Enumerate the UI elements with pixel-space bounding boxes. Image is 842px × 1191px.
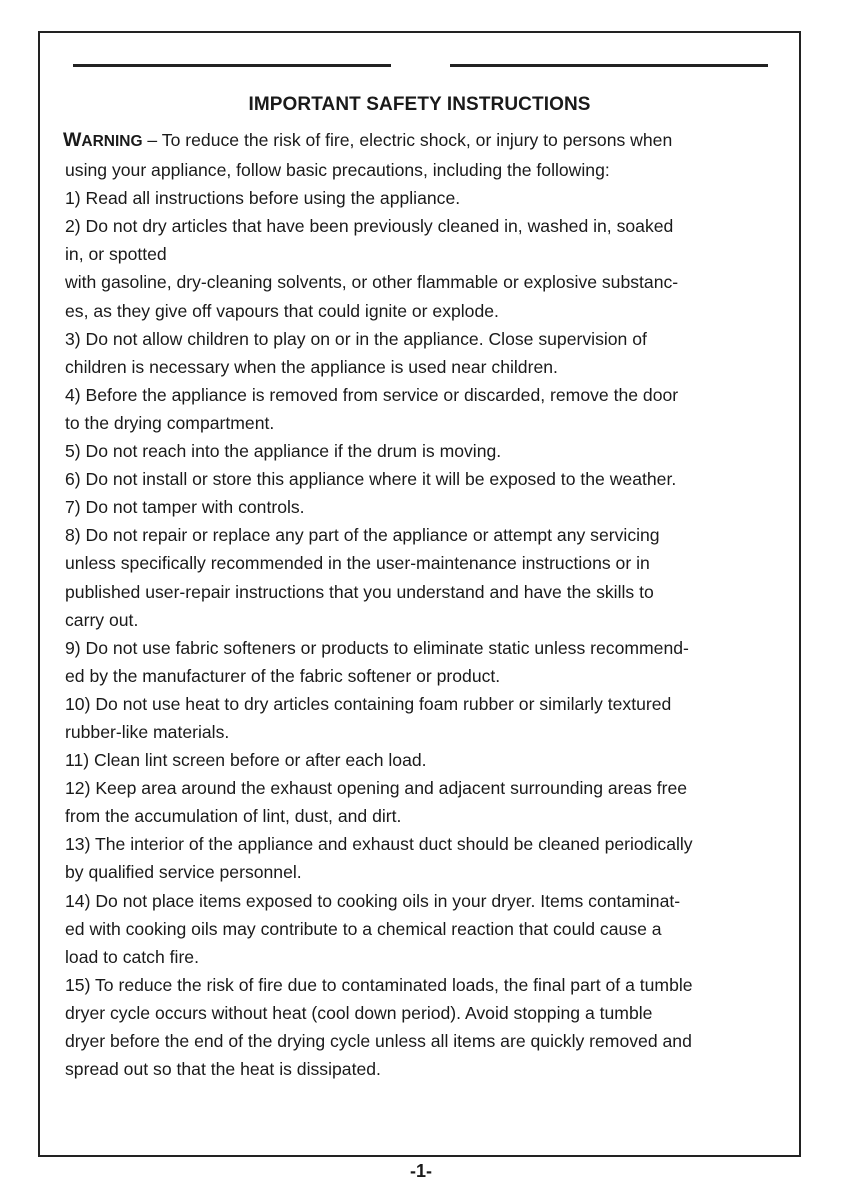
header-rule-right — [450, 64, 768, 67]
text-line: 1) Read all instructions before using the appliance. — [65, 188, 461, 209]
instructions-body — [65, 126, 790, 1083]
header-rule-left — [73, 64, 391, 67]
text-line: in, or spotted — [65, 244, 167, 265]
text-line: carry out. — [65, 609, 139, 630]
text-line: published user-repair instructions that you understand and have the skills to — [65, 581, 654, 602]
text-line: 2) Do not dry articles that have been previously cleaned in, washed in, soaked — [65, 216, 674, 237]
warning-label: WARNING — [63, 129, 143, 151]
text-line: from the accumulation of lint, dust, and dirt. — [65, 806, 402, 827]
text-line: 11) Clean lint screen before or after each load. — [65, 750, 427, 771]
text-line: 5) Do not reach into the appliance if the drum is moving. — [65, 441, 502, 462]
text-line: 13) The interior of the appliance and exhaust duct should be cleaned periodically — [65, 834, 693, 855]
text-line: ed with cooking oils may contribute to a chemical reaction that could cause a — [65, 918, 662, 939]
text-line: load to catch fire. — [65, 946, 199, 967]
text-line: 7) Do not tamper with controls. — [65, 497, 305, 518]
text-line: with gasoline, dry-cleaning solvents, or other flammable or explosive substanc- — [65, 272, 679, 293]
text-line: children is necessary when the appliance is used near children. — [65, 356, 558, 377]
text-line: rubber-like materials. — [65, 721, 230, 742]
page-title: IMPORTANT SAFETY INSTRUCTIONS — [248, 94, 591, 115]
page-number: -1- — [410, 1161, 432, 1181]
text-line: spread out so that the heat is dissipated. — [65, 1059, 381, 1080]
text-line: 8) Do not repair or replace any part of the appliance or attempt any servicing — [65, 525, 660, 546]
text-line: by qualified service personnel. — [65, 862, 302, 883]
warning-line — [63, 126, 790, 156]
text-line: ed by the manufacturer of the fabric softener or product. — [65, 665, 501, 686]
text-line: 15) To reduce the risk of fire due to contaminated loads, the final part of a tumble — [65, 974, 693, 995]
text-line: 3) Do not allow children to play on or in the appliance. Close supervision of — [65, 328, 647, 349]
text-line: es, as they give off vapours that could ignite or explode. — [65, 300, 499, 321]
text-line: dryer before the end of the drying cycle unless all items are quickly removed and — [65, 1031, 692, 1051]
text-line: 9) Do not use fabric softeners or products to eliminate static unless recommend- — [65, 637, 689, 658]
warning-text: – To reduce the risk of fire, electric shock, or injury to persons when — [142, 130, 673, 150]
text-line: 4) Before the appliance is removed from service or discarded, remove the door — [65, 384, 679, 405]
text-line: 12) Keep area around the exhaust opening and adjacent surrounding areas free — [65, 778, 688, 799]
text-line: dryer cycle occurs without heat (cool down period). Avoid stopping a tumble — [65, 1002, 653, 1023]
text-line: using your appliance, follow basic precautions, including the following: — [65, 160, 610, 181]
text-line: 14) Do not place items exposed to cooking oils in your dryer. Items contaminat- — [65, 890, 681, 911]
text-line: to the drying compartment. — [65, 412, 275, 433]
text-line: 6) Do not install or store this appliance where it will be exposed to the weather. — [65, 469, 677, 490]
text-line: 10) Do not use heat to dry articles containing foam rubber or similarly textured — [65, 693, 672, 714]
text-line: unless specifically recommended in the user-maintenance instructions or in — [65, 553, 650, 574]
